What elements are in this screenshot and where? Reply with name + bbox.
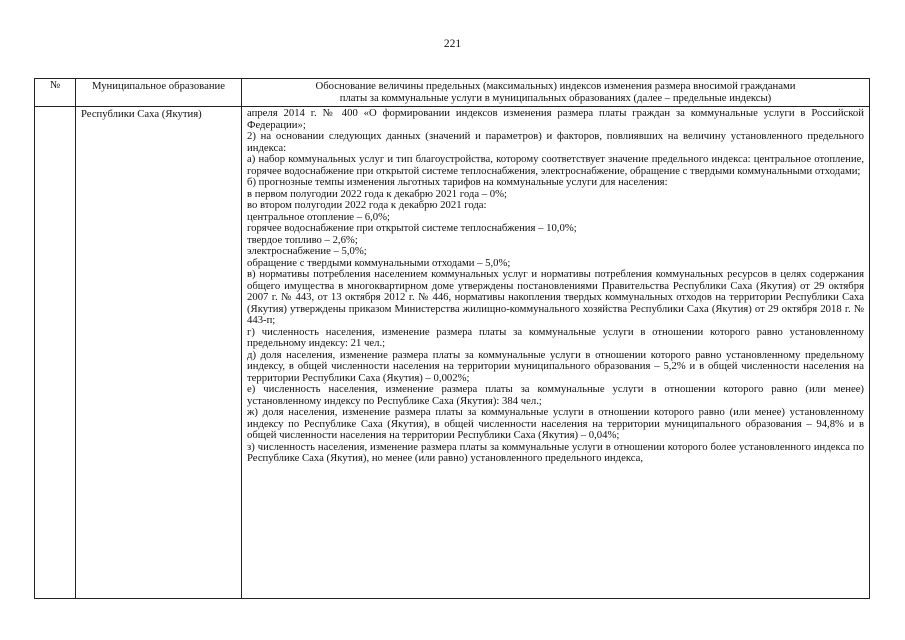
paragraph: 2) на основании следующих данных (значений и параметров) и факторов, повлиявших на величину установленного предельного индекса: [247,130,864,154]
paragraph: во втором полугодии 2022 года к декабрю 2021 года: [247,199,487,211]
paragraph: ж) доля населения, изменение размера платы за коммунальные услуги в отношении которого равно (или менее) установленному индексу по Республике Саха (Якутия), в общей численности населения на территории муниципального образования – 94,8% и в общей численности населения на территории Республики Саха (Якутия) – 0,04%; [247,406,864,441]
paragraph: центральное отопление – 6,0%; [247,210,390,223]
table-header-row [35,79,870,107]
paragraph: а) набор коммунальных услуг и тип благоустройства, которому соответствует значение предельного индекса: центральное отопление, горячее водоснабжение при открытой системе теплоснабжения, электроснабжение, обращение с твердыми коммунальными отходами; [247,153,864,177]
paragraph: в первом полугодии 2022 года к декабрю 2021 года – 0%; [247,187,507,200]
header-number: № [35,79,76,107]
paragraph: е) численность населения, изменение размера платы за коммунальные услуги в отношении которого равно (или менее) установленному индексу по Республике Саха (Якутия): 384 чел.; [247,383,864,407]
paragraph: д) доля населения, изменение размера платы за коммунальные услуги в отношении которого равно установленному предельному индексу, в общей численности населения на территории муниципального образования – 5,2% и в общей численности населения на территории Республики Саха (Якутия) – 0,002%; [247,348,864,384]
table-row [35,107,870,599]
paragraph: в) нормативы потребления населением коммунальных услуг и нормативы потребления коммунальных ресурсов в целях содержания общего имущества в многоквартирном доме утверждены постановлениями Правительства Республики Саха (Якутия) от 29 октября 2007 г. № 443, от 13 октября 2012 г. № 446, нормативы накопления твердых коммунальных отходов на территории Республики Саха (Якутия) утверждены приказом Министерства жилищно-коммунального хозяйства Республики Саха (Якутия) от 29 октября 2018 г. № 443-п; [247,268,864,326]
paragraph: горячее водоснабжение при открытой системе теплоснабжения – 10,0%; [247,222,577,234]
row-number [35,107,76,599]
row-justification [242,107,870,599]
paragraph: электроснабжение – 5,0%; [247,245,367,257]
header-justification-line1: Обоснование величины предельных (максимальных) индексов изменения размера вносимой гражданами [315,80,796,92]
header-municipality: Муниципальное образование [76,79,242,107]
paragraph: г) численность населения, изменение размера платы за коммунальные услуги в отношении которого равно установленному предельному индексу: 21 чел.; [247,325,864,349]
justification-table [34,78,870,599]
paragraph: б) прогнозные темпы изменения льготных тарифов на коммунальные услуги для населения: [247,176,668,188]
paragraph: апреля 2014 г. № 400 «О формировании индексов изменения размера платы граждан за коммунальные услуги в Российской Федерации»; [247,108,864,131]
row-municipality: Республики Саха (Якутия) [76,107,242,599]
header-justification [242,79,870,107]
paragraph: обращение с твердыми коммунальными отходами – 5,0%; [247,256,511,269]
justification-text [247,108,864,598]
header-justification-line2: платы за коммунальные услуги в муниципальных образованиях (далее – предельные индексы) [339,91,772,104]
page-number: 221 [443,38,462,50]
paragraph: твердое топливо – 2,6%; [247,233,358,246]
paragraph: з) численность населения, изменение размера платы за коммунальные услуги в отношении которого более установленного индекса по Республике Саха (Якутия), но менее (или равно) установленного предельного индекса, [247,440,864,464]
